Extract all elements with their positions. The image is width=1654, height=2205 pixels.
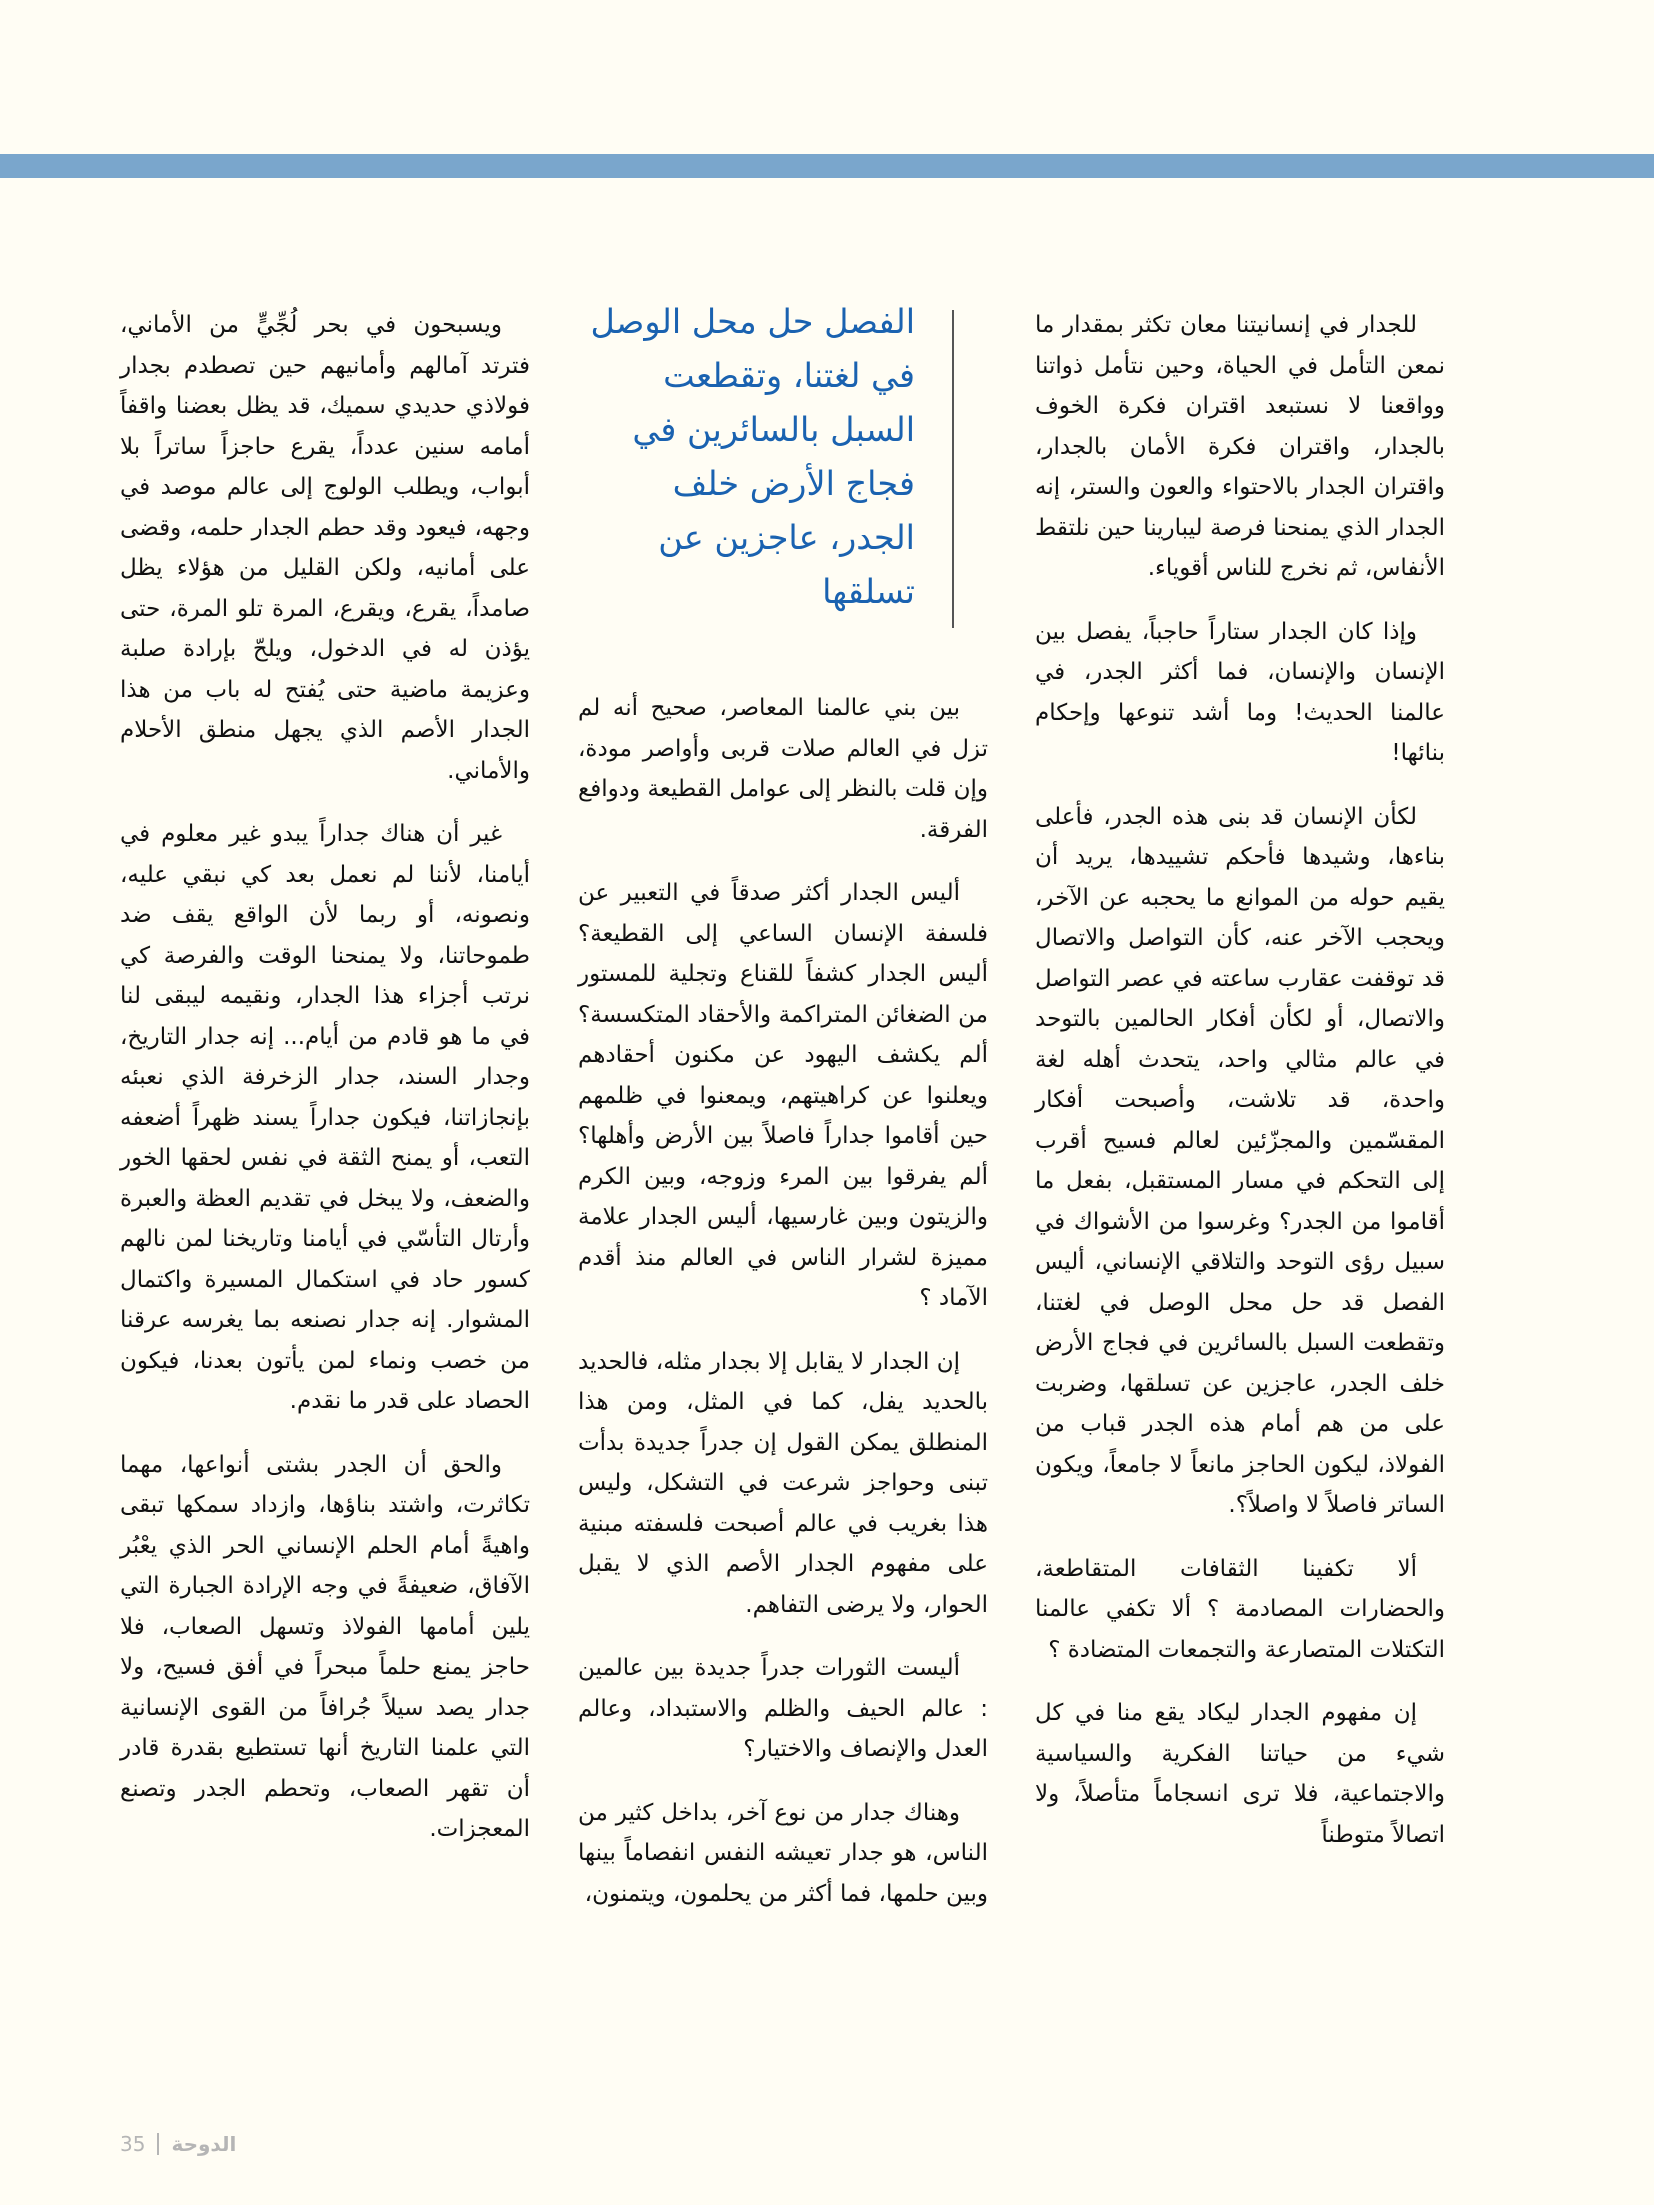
article-column-middle bbox=[578, 688, 988, 1937]
page-footer bbox=[120, 2132, 236, 2156]
paragraph: إن الجدار لا يقابل إلا بجدار مثله، فالحديد بالحديد يفل، كما في المثل، ومن هذا المنطلق يمكن القول إن جدراً جديدة بدأت تبنى وحواجز شرعت في التشكل، وليس هذا بغريب في عالم أصبحت فلسفته مبنية على مفهوم الجدار الأصم الذي لا يقبل الحوار، ولا يرضى التفاهم. bbox=[578, 1348, 988, 1618]
paragraph: بين بني عالمنا المعاصر، صحيح أنه لم تزل في العالم صلات قربى وأواصر مودة، وإن قلت بالنظر إلى عوامل القطيعة ودوافع الفرقة. bbox=[578, 695, 988, 843]
paragraph: والحق أن الجدر بشتى أنواعها، مهما تكاثرت، واشتد بناؤها، وازداد سمكها تبقى واهيةً أمام الحلم الإنساني الحر الذي يعْبُر الآفاق، ضعيفةً في وجه الإرادة الجبارة التي يلين أمامها الفولاذ وتسهل الصعاب، فلا حاجز يمنع حلماً مبحراً في أفق فسيح، ولا جدار يصد سيلاً جُرافاً من القوى الإنسانية التي علمنا التاريخ أنها تستطيع بقدرة قادر أن تقهر الصعاب، وتحطم الجدر وتصنع المعجزات. bbox=[120, 1451, 530, 1842]
paragraph: وهناك جدار من نوع آخر، بداخل كثير من الناس، هو جدار تعيشه النفس انفصاماً بينها وبين حلمها، فما أكثر من يحلمون، ويتمنون، bbox=[578, 1799, 988, 1907]
footer-divider bbox=[157, 2133, 159, 2155]
article-column-left bbox=[120, 305, 530, 1873]
paragraph: لكأن الإنسان قد بنى هذه الجدر، فأعلى بناءها، وشيدها فأحكم تشييدها، يريد أن يقيم حوله من الموانع ما يحجبه عن الآخر، ويحجب الآخر عنه، كأن التواصل والاتصال قد توقفت عقارب ساعته في عصر التواصل والاتصال، أو لكأن أفكار الحالمين بالتوحد في عالم مثالي واحد، يتحدث أهله لغة واحدة، قد تلاشت، وأصبحت أفكار المقسّمين والمجزّئين لعالم فسيح أقرب إلى التحكم في مسار المستقبل، بفعل ما أقاموا من الجدر؟ وغرسوا من الأشواك في سبيل رؤى التوحد والتلاقي الإنساني، أليس الفصل قد حل محل الوصل في لغتنا، وتقطعت السبل بالسائرين في فجاج الأرض خلف الجدر، عاجزين عن تسلقها، وضربت على من هم أمام هذه الجدر قباب من الفولاذ، ليكون الحاجز مانعاً لا جامعاً، ويكون الساتر فاصلاً لا واصلاً؟. bbox=[1035, 803, 1445, 1518]
paragraph: للجدار في إنسانيتنا معان تكثر بمقدار ما نمعن التأمل في الحياة، وحين نتأمل ذواتنا وواقعنا لا نستبعد اقتران فكرة الخوف بالجدار، واقتران فكرة الأمان بالجدار، واقتران الجدار بالاحتواء والعون والستر، إنه الجدار الذي يمنحنا فرصة ليبارينا حين نلتقط الأنفاس، ثم نخرج للناس أقوياء. bbox=[1035, 312, 1445, 581]
paragraph: غير أن هناك جداراً يبدو غير معلوم في أيامنا، لأننا لم نعمل بعد كي نبقي عليه، ونصونه، أو ربما لأن الواقع يقف ضد طموحاتنا، ولا يمنحنا الوقت والفرصة كي نرتب أجزاء هذا الجدار، ونقيمه ليبقى لنا في ما هو قادم من أيام... إنه جدار التاريخ، وجدار السند، جدار الزخرفة الذي نعبئه بإنجازاتنا، فيكون جداراً يسند ظهراً أضعفه التعب، أو يمنح الثقة في نفس لحقها الخور والضعف، ولا يبخل في تقديم العظة والعبرة وأرتال التأسّي في أيامنا وتاريخنا لمن نالهم كسور حاد في استكمال المسيرة واكتمال المشوار. إنه جدار نصنعه بما يغرسه عرقنا من خصب ونماء لمن يأتون بعدنا، فيكون الحصاد على قدر ما نقدم. bbox=[120, 821, 530, 1414]
page-number: 35 bbox=[120, 2132, 146, 2156]
pull-quote-divider bbox=[952, 310, 954, 628]
paragraph: ألا تكفينا الثقافات المتقاطعة، والحضارات المصادمة ؟ ألا تكفي عالمنا التكتلات المتصارعة والتجمعات المتضادة ؟ bbox=[1035, 1555, 1445, 1663]
paragraph: وإذا كان الجدار ستاراً حاجباً، يفصل بين الإنسان والإنسان، فما أكثر الجدر، في عالمنا الحديث! وما أشد تنوعها وإحكام بنائها! bbox=[1035, 618, 1445, 766]
pull-quote: الفصل حل محل الوصل في لغتنا، وتقطعت السبل بالسائرين في فجاج الأرض خلف الجدر، عاجزين عن تسلقها bbox=[590, 302, 915, 611]
header-color-band bbox=[0, 154, 1654, 178]
paragraph: أليست الثورات جدراً جديدة بين عالمين : عالم الحيف والظلم والاستبداد، وعالم العدل والإنصاف والاختيار؟ bbox=[578, 1655, 988, 1762]
paragraph: ويسبحون في بحر لُجِّيٍّ من الأماني، فترتد آمالهم وأمانيهم حين تصطدم بجدار فولاذي حديدي سميك، قد يظل بعضنا واقفاً أمامه سنين عدداً، يقرع حاجزاً ساتراً بلا أبواب، ويطلب الولوج إلى عالم موصد في وجهه، فيعود وقد حطم الجدار حلمه، وقضى على أمانيه، ولكن القليل من هؤلاء يظل صامداً، يقرع، ويقرع، المرة تلو المرة، حتى يؤذن له في الدخول، ويلحّ بإرادة صلبة وعزيمة ماضية حتى يُفتح له باب من هذا الجدار الأصم الذي يجهل منطق الأحلام والأماني. bbox=[120, 312, 530, 784]
article-column-right bbox=[1035, 305, 1445, 1878]
paragraph: أليس الجدار أكثر صدقاً في التعبير عن فلسفة الإنسان الساعي إلى القطيعة؟ أليس الجدار كشفاً للقناع وتجلية للمستور من الضغائن المتراكمة والأحقاد المتكسسة؟ ألم يكشف اليهود عن مكنون أحقادهم ويعلنوا عن كراهيتهم، ويمعنوا في ظلمهم حين أقاموا جداراً فاصلاً بين الأرض وأهلها؟ ألم يفرقوا بين المرء وزوجه، وبين الكرم والزيتون وبين غارسيها، أليس الجدار علامة مميزة لشرار الناس في العالم منذ أقدم الآماد ؟ bbox=[578, 880, 988, 1311]
magazine-name: الدوحة bbox=[171, 2132, 237, 2156]
paragraph: إن مفهوم الجدار ليكاد يقع منا في كل شيء من حياتنا الفكرية والسياسية والاجتماعية، فلا ترى انسجاماً متأصلاً، ولا اتصالاً متوطناً bbox=[1035, 1700, 1445, 1848]
